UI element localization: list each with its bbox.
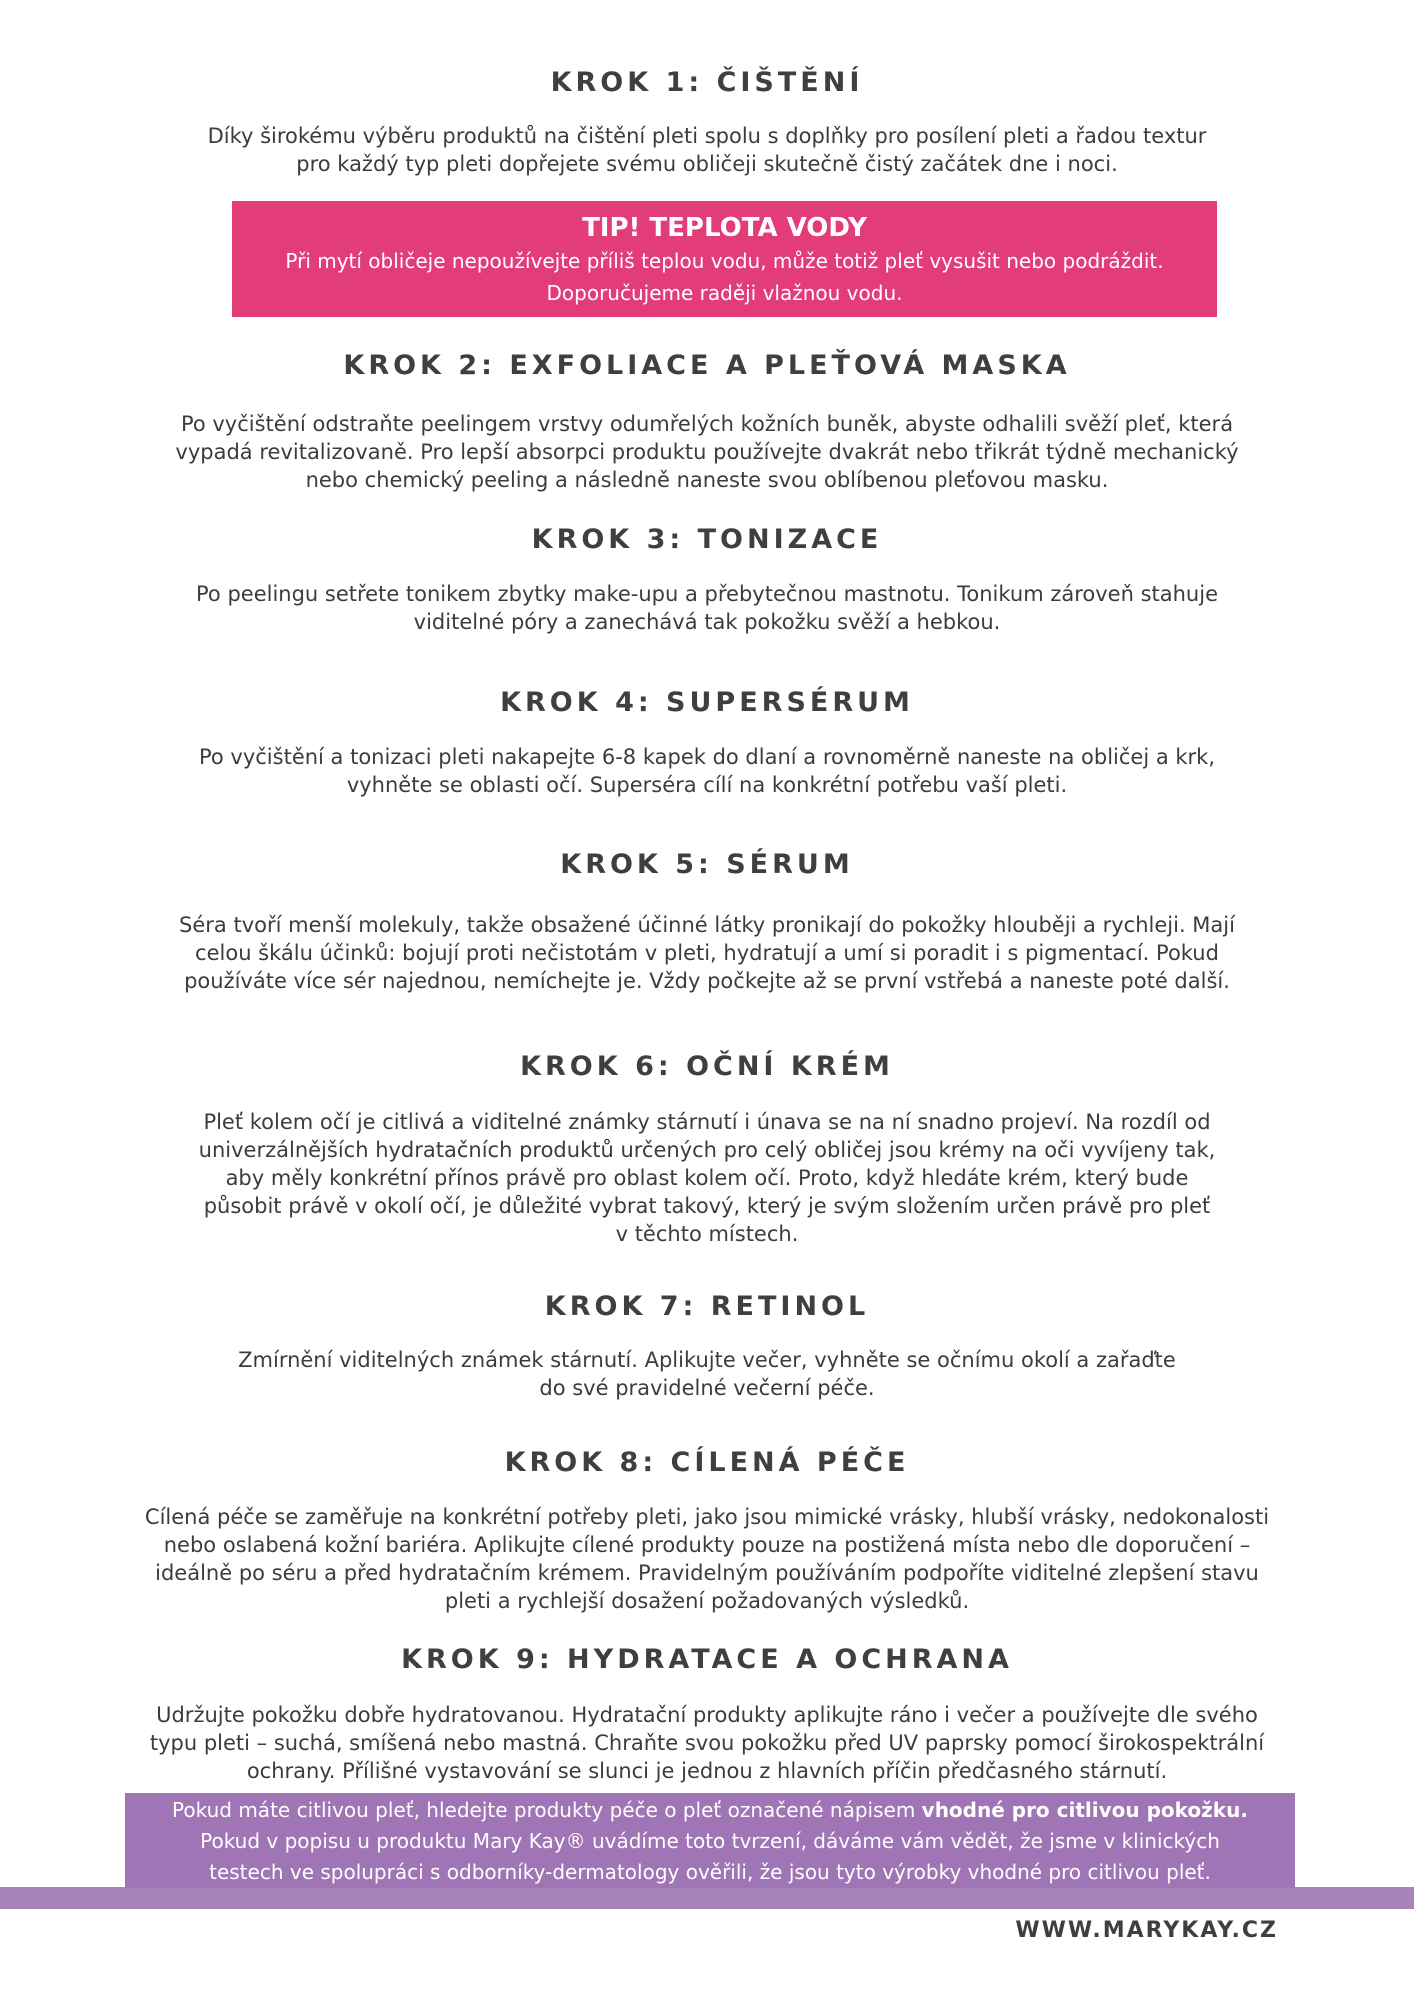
note-line-1	[125, 1795, 1295, 1826]
step9-heading: KROK 9: HYDRATACE A OCHRANA	[401, 1644, 1013, 1675]
sensitive-skin-note	[125, 1793, 1295, 1888]
step7-line: do své pravidelné večerní péče.	[539, 1376, 875, 1400]
step7-line: Zmírnění viditelných známek stárnutí. Aplikujte večer, vyhněte se očnímu okolí a zařaďte	[238, 1348, 1176, 1372]
step2-text	[90, 410, 1324, 494]
step6-line: univerzálnějších hydratačních produktů určených pro celý obličej jsou krémy na oči vyvíjeny tak,	[198, 1138, 1216, 1162]
step6-text	[100, 1108, 1314, 1248]
step6-line: působit právě v okolí očí, je důležité vybrat takový, který je svým složením určen právě pro pleť	[203, 1194, 1211, 1218]
note-line-3: testech ve spolupráci s odborníky-dermatology ověřili, že jsou tyto výrobky vhodné pro citlivou pleť.	[209, 1860, 1211, 1884]
step5-line: používáte více sér najednou, nemíchejte je. Vždy počkejte až se první vstřebá a naneste poté další.	[184, 969, 1230, 993]
step8-text	[80, 1503, 1334, 1615]
step1-line: pro každý typ pleti dopřejete svému obličeji skutečně čistý začátek dne i noci.	[296, 152, 1118, 176]
step3-line: Po peelingu setřete tonikem zbytky make-upu a přebytečnou mastnotu. Tonikum zároveň stahuje	[196, 582, 1218, 606]
footer-band	[0, 1887, 1414, 1909]
note-highlight: vhodné pro citlivou pokožku.	[921, 1798, 1248, 1822]
step1-line: Díky širokému výběru produktů na čištění pleti spolu s doplňky pro posílení pleti a řadou textur	[207, 124, 1207, 148]
step5-line: Séra tvoří menší molekuly, takže obsažené účinné látky pronikají do pokožky hlouběji a rychleji. Mají	[179, 913, 1235, 937]
step4-line: Po vyčištění a tonizaci pleti nakapejte 6-8 kapek do dlaní a rovnoměrně naneste na obličej a krk,	[198, 745, 1216, 769]
step9-text	[80, 1701, 1334, 1785]
step5-line: celou škálu účinků: bojují proti nečistotám v pleti, hydratují a umí si poradit i s pigmentací. Pokud	[195, 941, 1219, 965]
step8-line: Cílená péče se zaměřuje na konkrétní potřeby pleti, jako jsou mimické vrásky, hlubší vrásky, nedokonalosti	[144, 1505, 1270, 1529]
tip-box	[232, 201, 1217, 317]
step6-line: aby měly konkrétní přínos právě pro oblast kolem očí. Proto, když hledáte krém, který bude	[225, 1166, 1189, 1190]
step8-heading: KROK 8: CÍLENÁ PÉČE	[504, 1447, 910, 1478]
step2-line: vypadá revitalizovaně. Pro lepší absorpci produktu používejte dvakrát nebo třikrát týdně mechanický	[175, 440, 1239, 464]
step6-line: v těchto místech.	[615, 1222, 799, 1246]
step7-heading: KROK 7: RETINOL	[544, 1291, 870, 1322]
step3-line: viditelné póry a zanechává tak pokožku svěží a hebkou.	[413, 610, 1001, 634]
step4-text	[100, 743, 1314, 799]
note-line-1-text: Pokud máte citlivou pleť, hledejte produkty péče o pleť označené nápisem	[172, 1798, 922, 1822]
step9-line: typu pleti – suchá, smíšená nebo mastná. Chraňte svou pokožku před UV paprsky pomocí širokospektrální	[149, 1731, 1265, 1755]
step8-line: ideálně po séru a před hydratačním krémem. Pravidelným používáním podpoříte viditelné zlepšení stavu	[155, 1561, 1259, 1585]
website-link[interactable]: WWW.MARYKAY.CZ	[1015, 1918, 1278, 1943]
tip-line: Doporučujeme raději vlažnou vodu.	[546, 281, 903, 305]
tip-text	[232, 245, 1217, 309]
step5-heading: KROK 5: SÉRUM	[560, 849, 854, 880]
step4-line: vyhněte se oblasti očí. Superséra cílí na konkrétní potřebu vaší pleti.	[346, 773, 1068, 797]
step4-heading: KROK 4: SUPERSÉRUM	[500, 687, 914, 718]
step6-line: Pleť kolem očí je citlivá a viditelné známky stárnutí i únava se na ní snadno projeví. Na rozdíl od	[203, 1110, 1211, 1134]
step8-line: nebo oslabená kožní bariéra. Aplikujte cílené produkty pouze na postižená místa nebo dle doporučení –	[163, 1533, 1251, 1557]
step3-heading: KROK 3: TONIZACE	[531, 524, 883, 555]
step1-heading: KROK 1: ČIŠTĚNÍ	[550, 67, 864, 98]
step8-line: pleti a rychlejší dosažení požadovaných výsledků.	[444, 1589, 970, 1613]
step3-text	[100, 580, 1314, 636]
step2-line: Po vyčištění odstraňte peelingem vrstvy odumřelých kožních buněk, abyste odhalili svěží pleť, která	[180, 412, 1234, 436]
step5-text	[90, 911, 1324, 995]
step6-heading: KROK 6: OČNÍ KRÉM	[520, 1051, 894, 1082]
note-line-2: Pokud v popisu u produktu Mary Kay® uvádíme toto tvrzení, dáváme vám vědět, že jsme v klinických	[200, 1829, 1220, 1853]
step2-line: nebo chemický peeling a následně naneste svou oblíbenou pleťovou masku.	[305, 468, 1109, 492]
step7-text	[100, 1346, 1314, 1402]
step9-line: ochrany. Přílišné vystavování se slunci je jednou z hlavních příčin předčasného stárnutí.	[246, 1759, 1168, 1783]
step9-line: Udržujte pokožku dobře hydratovanou. Hydratační produkty aplikujte ráno i večer a používejte dle svého	[156, 1703, 1258, 1727]
step2-heading: KROK 2: EXFOLIACE A PLEŤOVÁ MASKA	[343, 350, 1071, 381]
tip-line: Při mytí obličeje nepoužívejte příliš teplou vodu, může totiž pleť vysušit nebo podráždit.	[285, 249, 1164, 273]
tip-title: TIP! TEPLOTA VODY	[582, 213, 867, 243]
step1-text	[100, 122, 1314, 178]
